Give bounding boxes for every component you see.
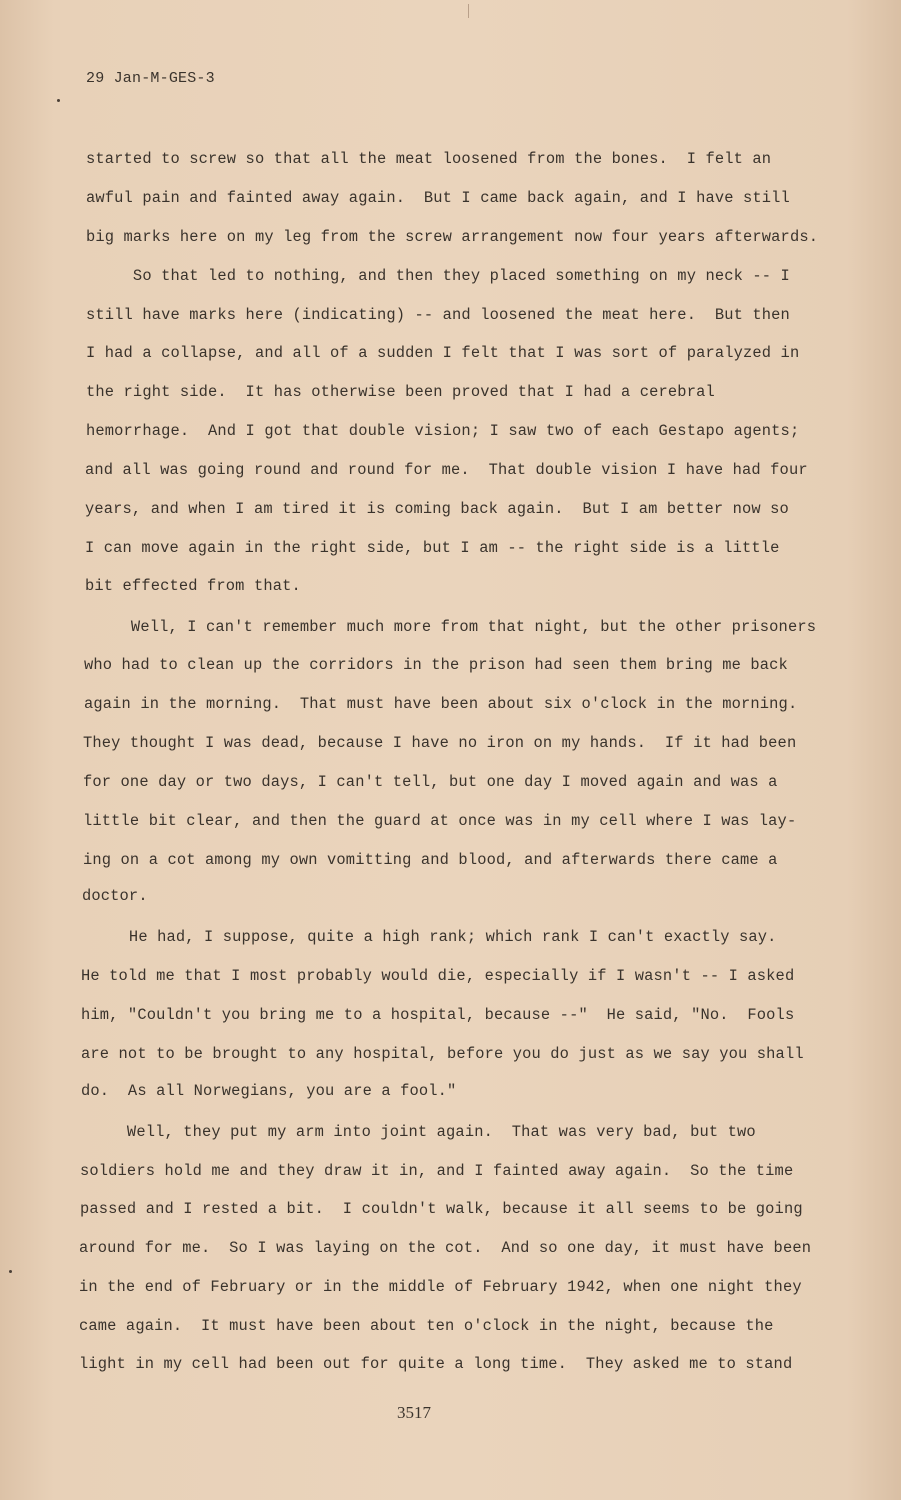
text-line: and all was going round and round for me. That double vision I have had four — [85, 461, 808, 479]
text-line: So that led to nothing, and then they placed something on my neck -- I — [86, 267, 790, 285]
text-line: Well, they put my arm into joint again. That was very bad, but two — [80, 1123, 756, 1141]
text-line: who had to clean up the corridors in the prison had seen them bring me back — [84, 656, 788, 674]
text-line: for one day or two days, I can't tell, but one day I moved again and was a — [83, 773, 778, 791]
text-line: light in my cell had been out for quite a long time. They asked me to stand — [79, 1355, 793, 1373]
text-line: passed and I rested a bit. I couldn't walk, because it all seems to be going — [80, 1200, 803, 1218]
text-line: They thought I was dead, because I have no iron on my hands. If it had been — [83, 734, 797, 752]
text-line: years, and when I am tired it is coming back again. But I am better now so — [85, 500, 789, 518]
text-line: started to screw so that all the meat loosened from the bones. I felt an — [86, 150, 772, 168]
text-line: awful pain and fainted away again. But I came back again, and I have still — [86, 189, 790, 207]
text-line: little bit clear, and then the guard at once was in my cell where I was lay- — [83, 812, 797, 830]
text-line: the right side. It has otherwise been proved that I had a cerebral — [86, 383, 715, 401]
text-line: ing on a cot among my own vomitting and blood, and afterwards there came a — [83, 851, 778, 869]
text-line: bit effected from that. — [85, 577, 301, 595]
fold-mark — [468, 4, 469, 18]
text-line: I had a collapse, and all of a sudden I felt that I was sort of paralyzed in — [86, 344, 800, 362]
text-line: still have marks here (indicating) -- and loosened the meat here. But then — [86, 306, 790, 324]
text-line: again in the morning. That must have been about six o'clock in the morning. — [84, 695, 798, 713]
text-line: came again. It must have been about ten o'clock in the night, because the — [79, 1317, 774, 1335]
text-line: He told me that I most probably would die, especially if I wasn't -- I asked — [81, 967, 795, 985]
text-line: Well, I can't remember much more from that night, but the other prisoners — [84, 618, 817, 636]
text-line: are not to be brought to any hospital, before you do just as we say you shall — [81, 1045, 804, 1063]
page-number: 3517 — [397, 1403, 431, 1422]
text-line: around for me. So I was laying on the cot. And so one day, it must have been — [79, 1239, 812, 1257]
text-line: in the end of February or in the middle of February 1942, when one night they — [79, 1278, 802, 1296]
text-line: hemorrhage. And I got that double vision; I saw two of each Gestapo agents; — [86, 422, 800, 440]
document-header: 29 Jan-M-GES-3 — [86, 70, 215, 87]
text-line: big marks here on my leg from the screw arrangement now four years afterwards. — [86, 228, 819, 246]
text-line: soldiers hold me and they draw it in, and I fainted away again. So the time — [80, 1162, 794, 1180]
text-line: do. As all Norwegians, you are a fool." — [81, 1082, 457, 1100]
text-line: doctor. — [82, 887, 148, 905]
speck — [9, 1270, 12, 1273]
speck — [57, 99, 60, 102]
text-line: He had, I suppose, quite a high rank; which rank I can't exactly say. — [82, 928, 777, 946]
text-line: him, "Couldn't you bring me to a hospital, because --" He said, "No. Fools — [81, 1006, 795, 1024]
text-line: I can move again in the right side, but I am -- the right side is a little — [85, 539, 780, 557]
